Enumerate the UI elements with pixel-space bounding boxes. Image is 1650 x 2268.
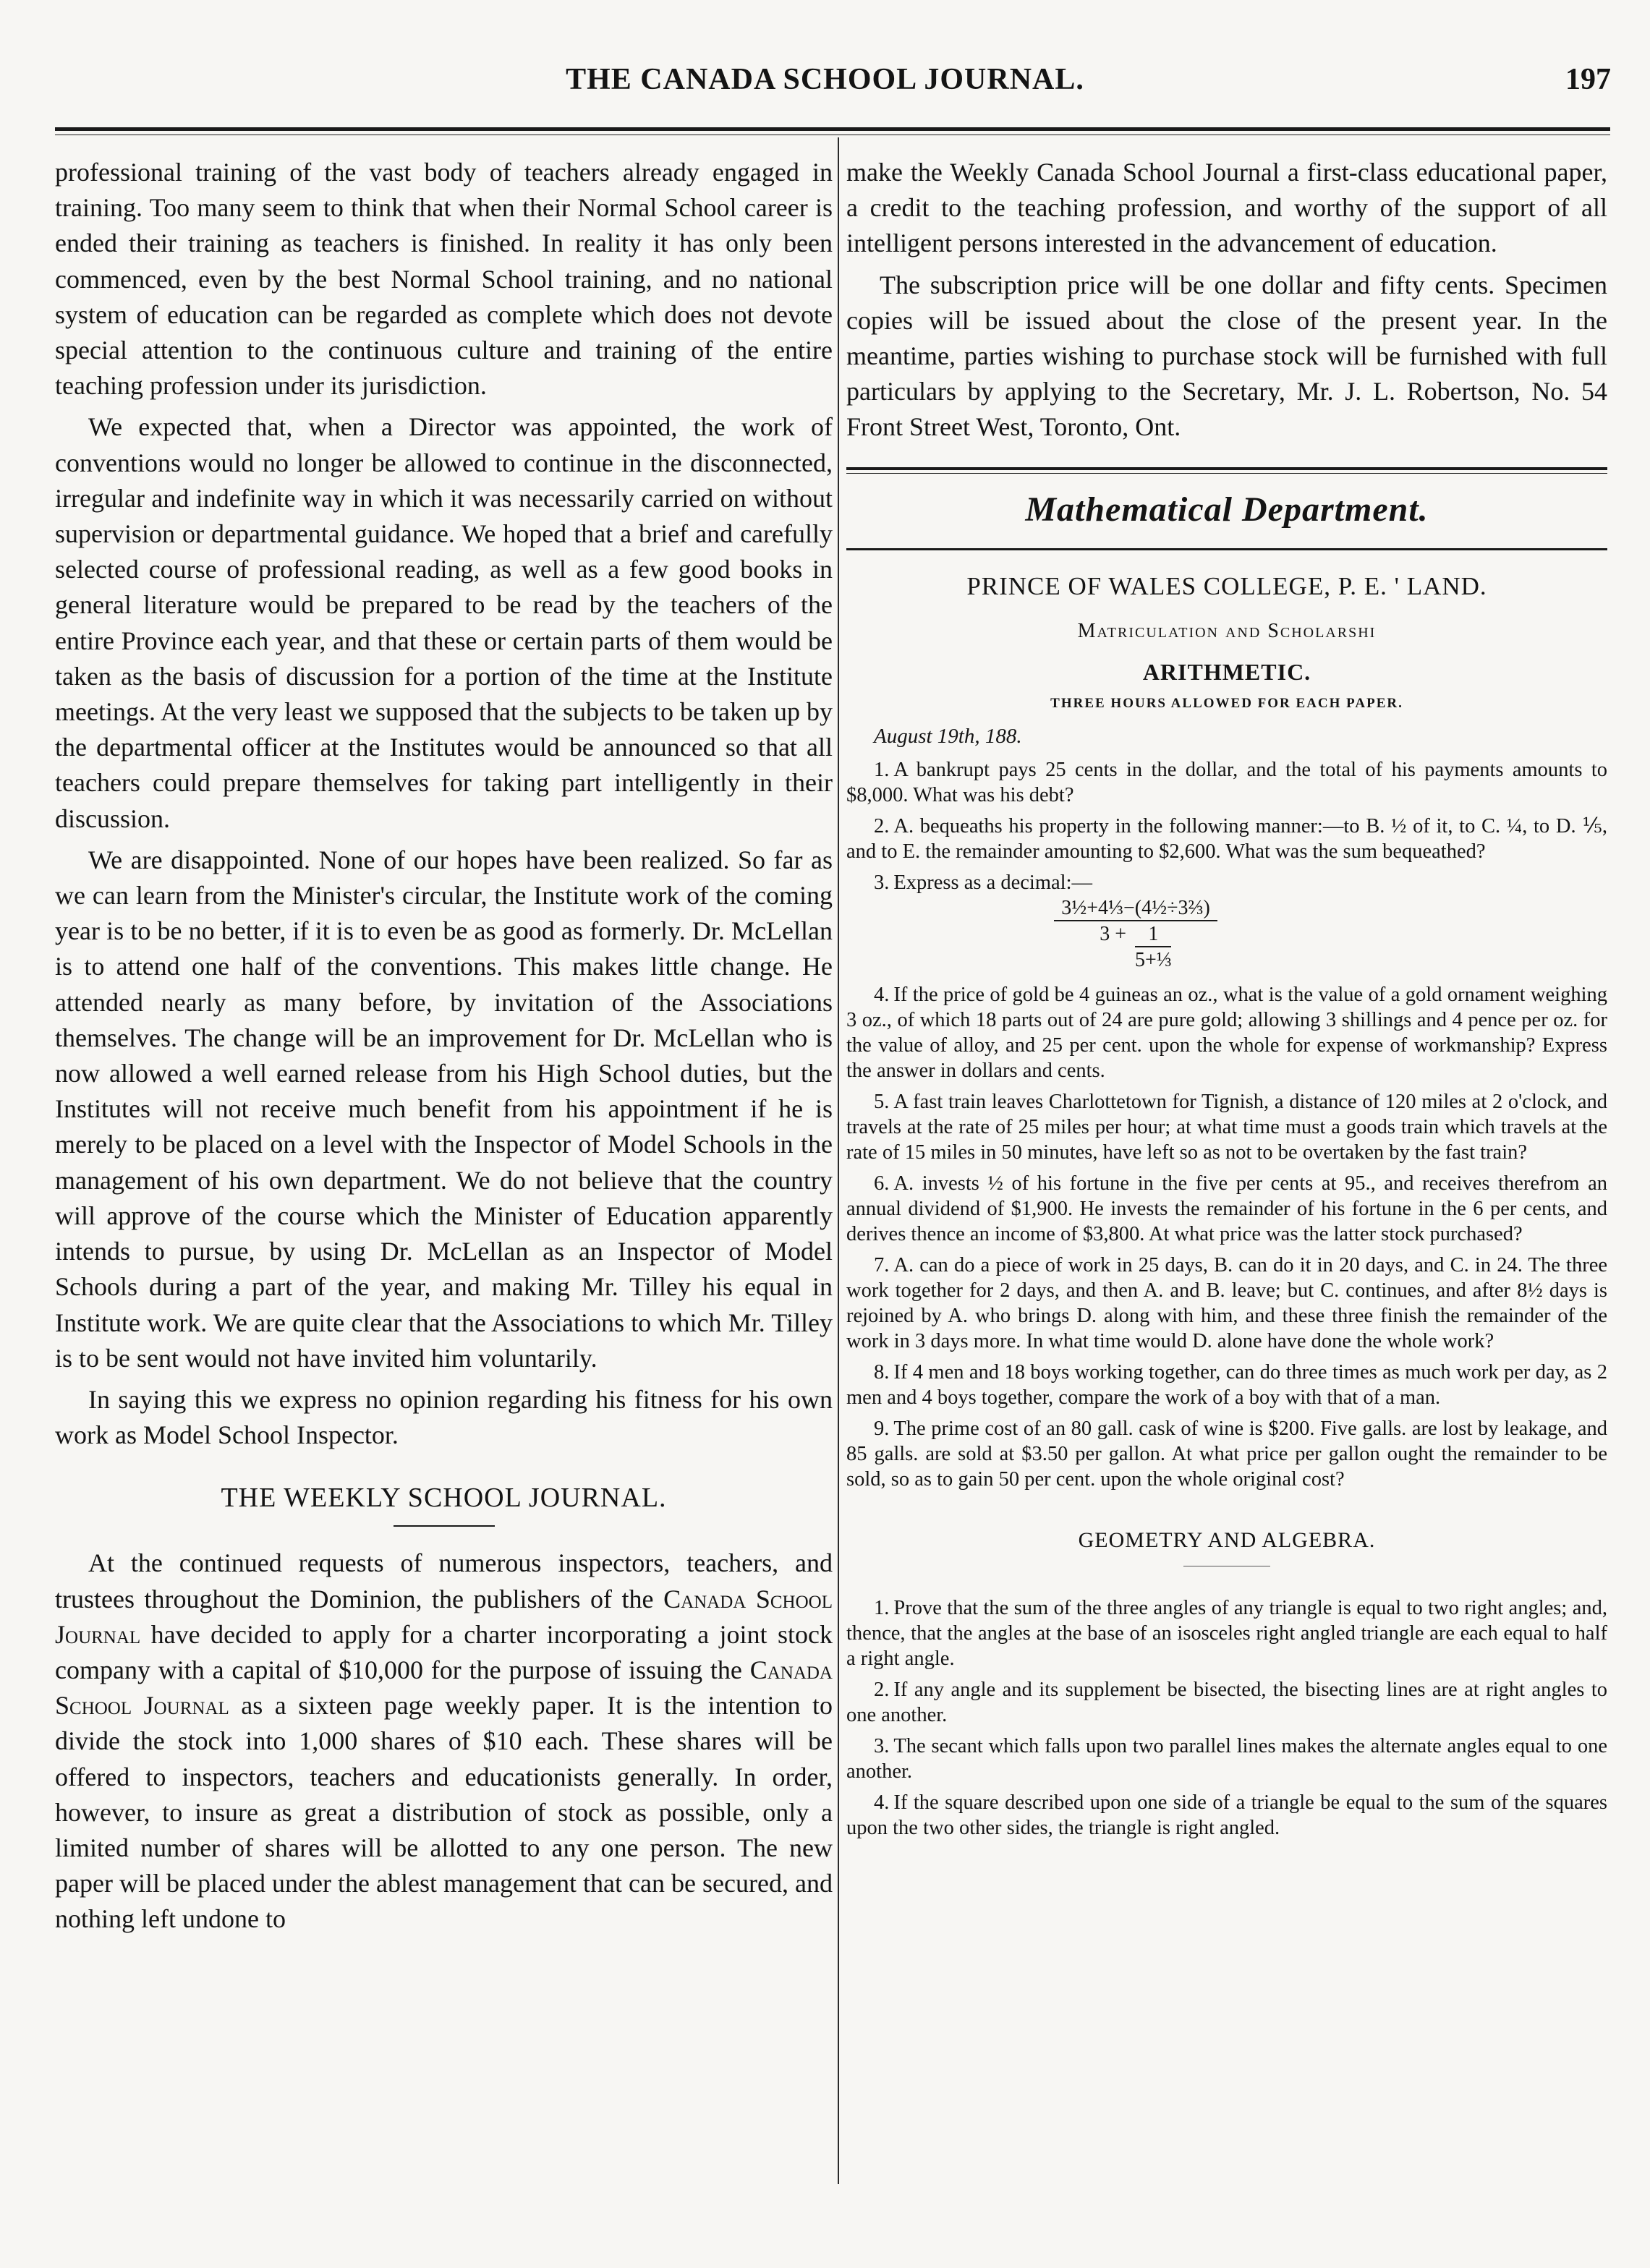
arithmetic-heading: ARITHMETIC. xyxy=(1142,658,1311,685)
weekly-journal-heading: THE WEEKLY SCHOOL JOURNAL. xyxy=(221,1483,667,1514)
page-header xyxy=(0,62,1650,106)
question-text: A. invests ½ of his fortune in the five per cents at 95., and receives therefrom an annual dividend of $1,900. He invests the remainder of his fortune in the 6 per cents, and derives thence an income of $3,800. At what price was the latter stock purchased? xyxy=(846,1172,1607,1245)
weekly-text-part3: as a sixteen page weekly paper. It is the intention to divide the stock into 1,000 shares of $10 each. These shares will be offered to inspectors, teachers and educationists generally. In order, however, to insure as great a distribution of stock as possible, only a limited number of shares will be allotted to any one person. The new paper will be placed under the ablest management that can be secured, and nothing left undone to xyxy=(55,1691,833,1934)
formula-sub-fraction xyxy=(1135,923,1172,972)
paragraph-expectations: We expected that, when a Director was appointed, the work of conventions would no longer be allowed to continue in the disconnected, irregular and indefinite way in which it was necessarily carried on without supervision or departmental guidance. We hoped that a brief and carefully selected course of professional reading, as well as a few good books in general literature would be prepared to be read by the teachers of the entire Province each year, and that these or certain parts of them would be taken as the basis of discussion for a portion of the time at the Institute meetings. At the very least we supposed that the subjects to be taken up by the departmental officer at the Institutes would be announced so that all teachers could prepare themselves for taking part intelligently in their discussion. xyxy=(55,412,833,833)
department-rule xyxy=(846,467,1607,470)
formula-sub-denominator: 5+⅓ xyxy=(1135,948,1172,971)
question-item xyxy=(846,1171,1607,1247)
weekly-text-part2: have decided to apply for a charter incorporating a joint stock company with a capital of $10,000 for the purpose of issuing the xyxy=(55,1619,833,1684)
question-number: 8. xyxy=(874,1360,890,1384)
question-number: 7. xyxy=(874,1253,890,1276)
geometry-heading: GEOMETRY AND ALGEBRA. xyxy=(1078,1527,1376,1552)
header-rule-thick xyxy=(55,127,1610,131)
time-note: THREE HOURS ALLOWED FOR EACH PAPER. xyxy=(1050,695,1403,711)
formula-sub-numerator: 1 xyxy=(1135,923,1171,947)
question-item xyxy=(846,1734,1607,1784)
department-rule xyxy=(846,473,1607,474)
journal-name: Canada School Journal xyxy=(55,1655,833,1721)
right-column xyxy=(846,155,1607,1846)
question-number: 1. xyxy=(874,1596,890,1619)
question-item xyxy=(846,814,1607,864)
question-item xyxy=(846,1595,1607,1671)
section-rule xyxy=(394,1525,495,1527)
question-number: 2. xyxy=(874,1678,890,1701)
question-number: 3. xyxy=(874,1734,890,1757)
formula-numerator: 3½+4⅓−(4½÷3⅔) xyxy=(1054,897,1217,921)
paragraph-disappointed: We are disappointed. None of our hopes have been realized. So far as we can learn from the Minister's circular, the Institute work of the coming year is to be no better, if it is to even be as good as formerly. Dr. McLellan is to attend one half of the conventions. This makes little change. He attended nearly as many before, by invitation of the Associations themselves. The change will be an improvement for Dr. McLellan who is now allowed a well earned release from his High School duties, but the Institutes will not receive much benefit from his appointment if he is merely to be placed on a level with the Inspector of Model Schools in the management of his own department. We do not believe that the country will approve of the course which the Minister of Education apparently intends to pursue, by using Dr. McLellan as an Inspector of Model Schools during a part of the year, and making Mr. Tilley his equal in Institute work. We are quite clear that the Associations to which Mr. Tilley is to be sent would not have invited him voluntarily. xyxy=(55,845,833,1373)
question-number: 2. xyxy=(874,814,890,837)
formula-denominator-lead: 3 + xyxy=(1100,922,1126,945)
question-number: 3. xyxy=(874,871,890,894)
paragraph-continuation: make the Weekly Canada School Journal a first-class educational paper, a credit to the teaching profession, and worthy of the support of all intelligent persons interested in the advancement of education. xyxy=(846,158,1607,258)
journal-title: THE CANADA SCHOOL JOURNAL. xyxy=(566,63,1084,96)
question-number: 1. xyxy=(874,758,890,781)
question-text: If the price of gold be 4 guineas an oz., what is the value of a gold ornament weighing 3 oz., of which 18 parts out of 24 are pure gold; allowing 3 shillings and 4 pence per oz. for the value of alloy, and 25 per cent. upon the whole for expense of workmanship? Express the answer in dollars and cents. xyxy=(846,983,1607,1082)
decimal-formula xyxy=(1027,897,1244,972)
question-number: 9. xyxy=(874,1417,890,1440)
paragraph-weekly-journal xyxy=(55,1546,833,1937)
weekly-text-part1: At the continued requests of numerous inspectors, teachers, and trustees throughout the Dominion, the publishers of the xyxy=(55,1548,833,1613)
question-text: Express as a decimal:— xyxy=(893,871,1092,894)
formula-denominator xyxy=(1100,921,1172,972)
question-item xyxy=(846,1089,1607,1165)
question-item xyxy=(846,757,1607,808)
department-heading: Mathematical Department. xyxy=(1025,490,1429,529)
exam-subtitle: Matriculation and Scholarshi xyxy=(1077,619,1377,642)
question-text: The secant which falls upon two parallel lines makes the alternate angles equal to one another. xyxy=(846,1734,1607,1783)
college-heading: PRINCE OF WALES COLLEGE, P. E. ' LAND. xyxy=(966,571,1487,600)
question-number: 4. xyxy=(874,983,890,1006)
question-text: The prime cost of an 80 gall. cask of wine is $200. Five galls. are lost by leakage, and 85 galls. are sold at $3.50 per gallon. At what price per gallon ought the remainder to be sold, so as to gain 50 per cent. upon the whole original cost? xyxy=(846,1417,1607,1491)
question-item xyxy=(846,1677,1607,1728)
question-item xyxy=(846,1416,1607,1492)
question-item xyxy=(846,982,1607,1083)
question-number: 5. xyxy=(874,1090,890,1113)
paragraph-subscription: The subscription price will be one dollar and fifty cents. Specimen copies will be issued about the close of the present year. In the meantime, parties wishing to purchase stock will be furnished with full particulars by applying to the Secretary, Mr. J. L. Robertson, No. 54 Front Street West, Toronto, Ont. xyxy=(846,270,1607,442)
paragraph-no-opinion: In saying this we express no opinion regarding his fitness for his own work as Model School Inspector. xyxy=(55,1384,833,1450)
journal-name: Canada School Journal xyxy=(55,1584,833,1649)
question-text: A bankrupt pays 25 cents in the dollar, and the total of his payments amounts to $8,000. What was his debt? xyxy=(846,758,1607,806)
question-text: If 4 men and 18 boys working together, can do three times as much work per day, as 2 men and 4 boys together, compare the work of a boy with that of a man. xyxy=(846,1360,1607,1409)
question-item xyxy=(846,870,1607,895)
question-text: If the square described upon one side of a triangle be equal to the sum of the squares upon the two other sides, the triangle is right angled. xyxy=(846,1791,1607,1839)
question-text: Prove that the sum of the three angles of any triangle is equal to two right angles; and, thence, that the angles at the base of an isosceles right angled triangle are each equal to half a right angle. xyxy=(846,1596,1607,1670)
question-number: 4. xyxy=(874,1791,890,1814)
question-number: 6. xyxy=(874,1172,890,1195)
page-number: 197 xyxy=(1565,63,1611,96)
question-item xyxy=(846,1790,1607,1841)
question-text: If any angle and its supplement be bisected, the bisecting lines are at right angles to one another. xyxy=(846,1678,1607,1726)
left-column xyxy=(55,155,833,1943)
paragraph-training: professional training of the vast body of teachers already engaged in training. Too many seem to think that when their Normal School career is ended their training as teachers is finished. In reality it has only been commenced, even by the best Normal School training, and no national system of education can be regarded as complete which does not devote special attention to the continuous culture and training of the entire teaching profession under its jurisdiction. xyxy=(55,158,833,401)
department-rule xyxy=(846,548,1607,550)
question-text: A fast train leaves Charlottetown for Tignish, a distance of 120 miles at 2 o'clock, and travels at the rate of 25 miles per hour; at what time must a goods train which travels at the rate of 15 miles in 50 minutes, have left so as not to be overtaken by the fast train? xyxy=(846,1090,1607,1164)
question-text: A. bequeaths his property in the following manner:—to B. ½ of it, to C. ¼, to D. ⅕, and to E. the remainder amounting to $2,600. What was the sum bequeathed? xyxy=(846,814,1607,863)
question-item xyxy=(846,1253,1607,1354)
exam-date: August 19th, 188. xyxy=(874,724,1022,748)
question-item xyxy=(846,1360,1607,1410)
question-text: A. can do a piece of work in 25 days, B. can do it in 20 days, and C. in 24. The three work together for 2 days, and then A. and B. leave; but C. continues, and after 8½ days is rejoined by A. who brings D. along with him, and these three finish the remainder of the work in 3 days more. In what time would D. alone have done the whole work? xyxy=(846,1253,1607,1352)
column-divider xyxy=(838,137,839,2184)
